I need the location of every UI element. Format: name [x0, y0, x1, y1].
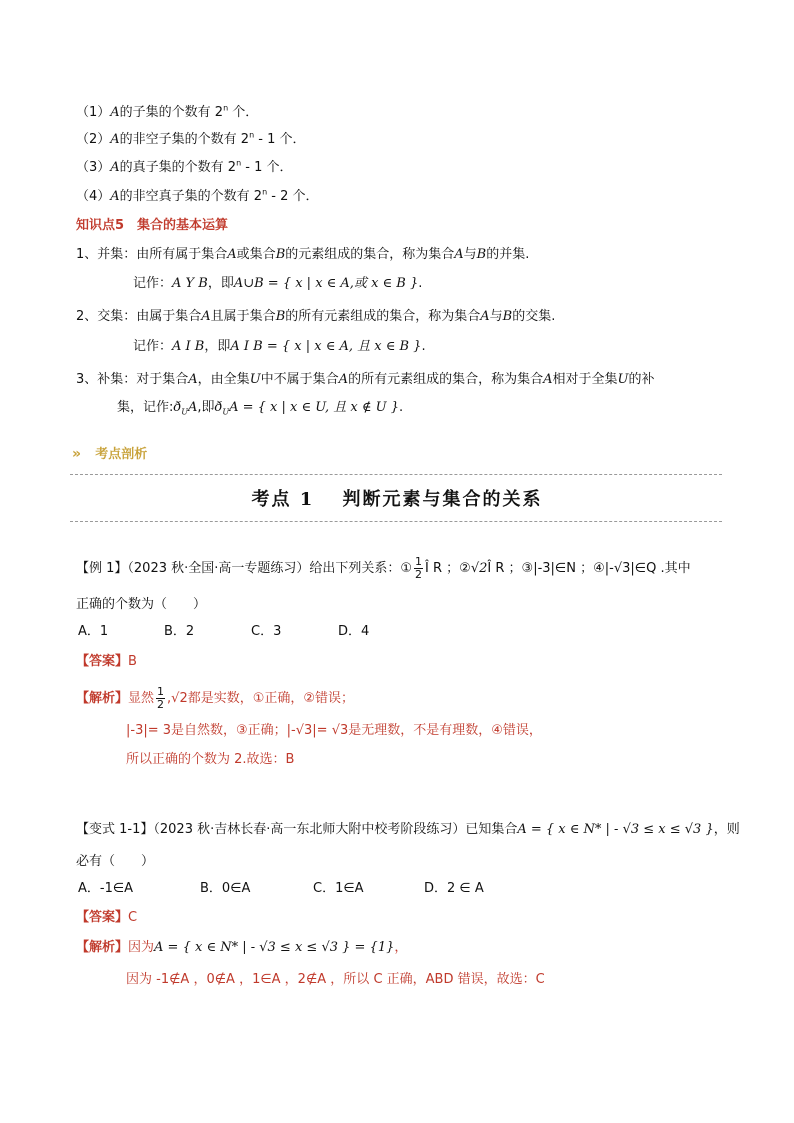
- example-1-question-line-2: 正确的个数为（ ）: [76, 597, 207, 612]
- example-1-option-c: C．3: [251, 624, 282, 639]
- example-1-explanation-line-3: 所以正确的个数为 2.故选：B: [126, 752, 295, 767]
- example-1-option-a: A．1: [78, 624, 109, 639]
- complement-definition: 3、补集：对于集合A，由全集U中不属于集合A的所有元素组成的集合，称为集合A相对于全集U的补: [76, 372, 655, 387]
- variant-1-1-tag: 【变式 1-1】: [76, 822, 154, 837]
- union-notation: 记作：A Y B，即A∪B = { x | x ∈ A,或 x ∈ B }.: [133, 276, 423, 291]
- fraction-one-half-explanation: $\frac{1}{2}$: [157, 685, 165, 711]
- union-definition: 1、并集：由所有属于集合A或集合B的元素组成的集合，称为集合A与B的并集.: [76, 247, 530, 262]
- example-1-option-d: D．4: [338, 624, 370, 639]
- variant-1-1-question: 【变式 1-1】（2023 秋·吉林长春·高一东北师大附中校考阶段练习）已知集合A = { x ∈ N* | - √3 ≤ x ≤ √3 }，则: [76, 822, 740, 837]
- variant-1-1-option-a: A．-1∈A: [78, 881, 134, 896]
- section-title: 考点 1 判断元素与集合的关系: [251, 489, 543, 510]
- example-1-answer: 【答案】B: [76, 654, 137, 669]
- variant-1-1-answer: 【答案】C: [76, 910, 138, 925]
- knowledge-point-title: 知识点5 集合的基本运算: [76, 218, 229, 233]
- intersection-definition: 2、交集：由属于集合A且属于集合B的所有元素组成的集合，称为集合A与B的交集.: [76, 309, 556, 324]
- variant-1-1-question-line-2: 必有（ ）: [76, 854, 155, 869]
- variant-1-1-option-c: C．1∈A: [313, 881, 364, 896]
- divider-bottom: [70, 521, 722, 522]
- subset-count-line-4: （4）A的非空真子集的个数有 2$^n$ - 2 个．: [76, 187, 319, 204]
- subset-count-line-2: （2）A的非空子集的个数有 2$^n$ - 1 个．: [76, 130, 306, 147]
- example-1-explanation-line-2: |-3|= 3是自然数，③正确；|-√3|= √3是无理数，不是有理数，④错误，: [126, 723, 542, 738]
- example-1-tag: 【例 1】: [76, 561, 128, 576]
- variant-1-1-explanation-line-2: 因为 -1∉A ，0∉A ，1∈A ，2∉A ，所以 C 正确，ABD 错误，故选：C: [126, 972, 545, 987]
- divider-top: [70, 474, 722, 475]
- complement-notation: 集，记作$:ð_UA$,即$ð_UA$ = { x | x ∈ U, 且 x ∉ U }.: [117, 400, 404, 417]
- fraction-one-half: $\frac{1}{2}$: [415, 555, 423, 581]
- variant-1-1-option-d: D．2 ∈ A: [424, 881, 484, 896]
- example-1-question: 【例 1】（2023 秋·全国·高一专题练习）给出下列关系：① $\frac{1}{2}$ Î R ；②√2Î R ；③|-3|∈N ；④|-√3|∈Q .其中: [76, 555, 691, 581]
- analysis-header-label: 考点剖析: [95, 447, 148, 462]
- variant-1-1-option-b: B．0∈A: [200, 881, 251, 896]
- intersection-notation: 记作：A I B，即A I B = { x | x ∈ A, 且 x ∈ B }.: [133, 339, 426, 354]
- subset-count-line-3: （3）A的真子集的个数有 2$^n$ - 1 个．: [76, 158, 293, 175]
- example-1-explanation-line-1: 【解析】显然 $\frac{1}{2}$ ,√2都是实数，①正确，②错误；: [76, 685, 355, 711]
- analysis-header: [72, 443, 147, 462]
- subset-count-line-1: （1）A的子集的个数有 2$^n$ 个．: [76, 103, 259, 120]
- example-1-option-b: B．2: [164, 624, 195, 639]
- variant-1-1-explanation-line-1: 【解析】因为A = { x ∈ N* | - √3 ≤ x ≤ √3 } = {1}，: [76, 940, 408, 955]
- double-chevron-icon: »: [72, 446, 80, 462]
